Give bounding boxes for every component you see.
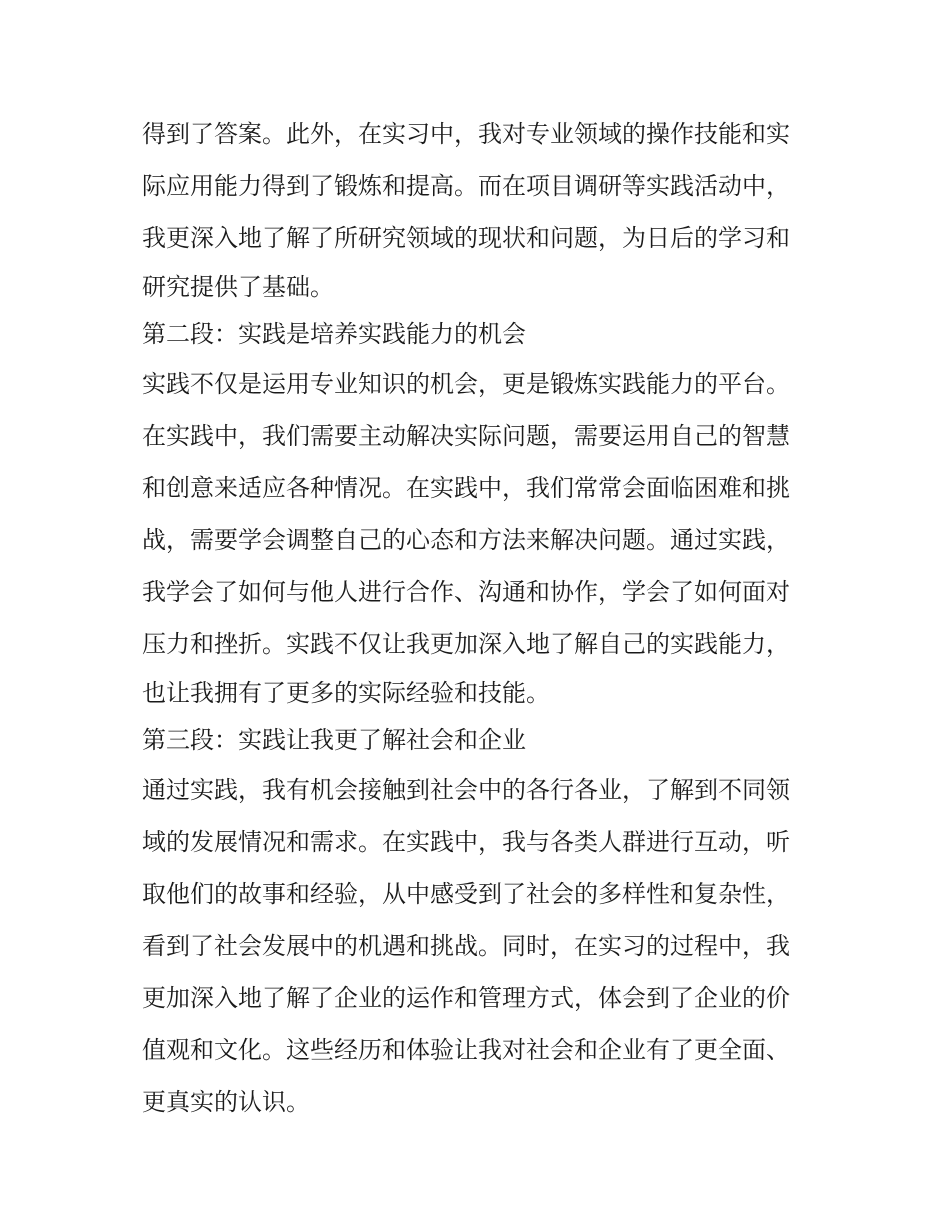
paragraph-3-line-3: 取他们的故事和经验，从中感受到了社会的多样性和复杂性， — [142, 880, 790, 908]
paragraph-2-line-3: 和创意来适应各种情况。在实践中，我们常常会面临困难和挑 — [142, 474, 790, 502]
paragraph-3-line-1: 通过实践，我有机会接触到社会中的各行各业，了解到不同领 — [142, 776, 790, 804]
paragraph-1-line-2: 际应用能力得到了锻炼和提高。而在项目调研等实践活动中， — [142, 172, 790, 200]
section-2-heading: 第二段：实践是培养实践能力的机会 — [142, 320, 526, 348]
document-body — [142, 108, 822, 1128]
paragraph-1-line-1: 得到了答案。此外，在实习中，我对专业领域的操作技能和实 — [142, 120, 790, 148]
paragraph-3-line-7: 更真实的认识。 — [142, 1088, 310, 1116]
paragraph-2-line-1: 实践不仅是运用专业知识的机会，更是锻炼实践能力的平台。 — [142, 370, 790, 398]
paragraph-1-line-3: 我更深入地了解了所研究领域的现状和问题，为日后的学习和 — [142, 224, 790, 252]
paragraph-2-line-2: 在实践中，我们需要主动解决实际问题，需要运用自己的智慧 — [142, 422, 790, 450]
paragraph-2-line-5: 我学会了如何与他人进行合作、沟通和协作，学会了如何面对 — [142, 578, 790, 606]
paragraph-2-line-6: 压力和挫折。实践不仅让我更加深入地了解自己的实践能力， — [142, 630, 790, 658]
paragraph-3-line-2: 域的发展情况和需求。在实践中，我与各类人群进行互动，听 — [142, 828, 790, 856]
section-3-heading: 第三段：实践让我更了解社会和企业 — [142, 726, 526, 754]
paragraph-3-line-5: 更加深入地了解了企业的运作和管理方式，体会到了企业的价 — [142, 984, 790, 1012]
paragraph-2-line-4: 战，需要学会调整自己的心态和方法来解决问题。通过实践， — [142, 526, 790, 554]
paragraph-3-line-4: 看到了社会发展中的机遇和挑战。同时，在实习的过程中，我 — [142, 932, 790, 960]
paragraph-2-line-7: 也让我拥有了更多的实际经验和技能。 — [142, 679, 550, 707]
paragraph-3-line-6: 值观和文化。这些经历和体验让我对社会和企业有了更全面、 — [142, 1036, 790, 1064]
paragraph-1-line-4: 研究提供了基础。 — [142, 273, 334, 301]
